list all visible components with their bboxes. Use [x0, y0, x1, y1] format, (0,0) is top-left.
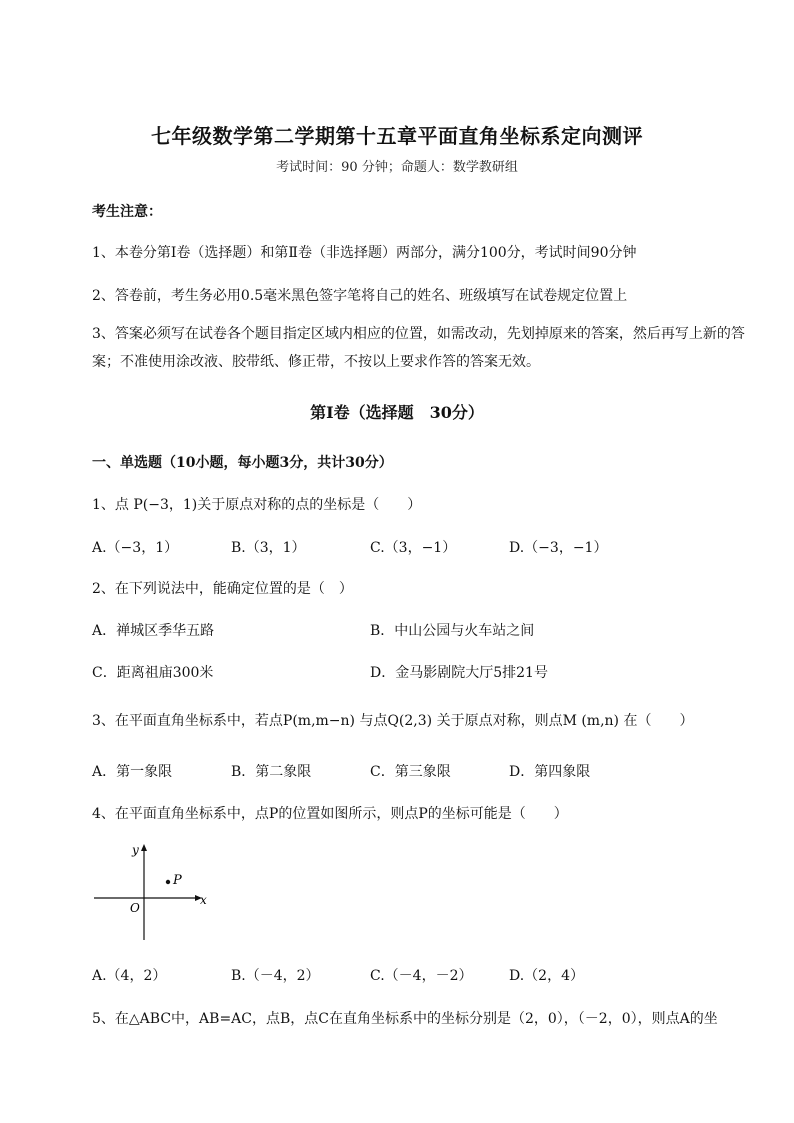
question-stem: 1、点 P(−3，1)关于原点对称的点的坐标是（ ） [92, 497, 422, 513]
y-axis-arrow [141, 844, 147, 851]
question-stem: 3、在平面直角坐标系中，若点P(m,m−n) 与点Q(2,3) 关于原点对称，则点M (m,n) 在（ ） [92, 713, 694, 729]
coordinate-figure [88, 838, 218, 944]
option-d[interactable]: D．金马影剧院大厅5排21号 [370, 665, 548, 681]
option-a[interactable]: A.（4，2） [92, 968, 167, 984]
point-p-label: P [173, 873, 182, 888]
option-b[interactable]: B．中山公园与火车站之间 [370, 623, 535, 639]
x-axis-label: x [200, 893, 207, 907]
y-axis-label: y [132, 843, 139, 857]
notice-item: 2、答卷前，考生务必用0.5毫米黑色签字笔将自己的姓名、班级填写在试卷规定位置上 [92, 288, 628, 304]
part-heading: 一、单选题（10小题，每小题3分，共计30分） [92, 455, 393, 471]
notice-heading: 考生注意： [92, 204, 162, 220]
option-a[interactable]: A.（−3，1） [92, 540, 179, 556]
origin-label: O [130, 901, 140, 915]
question-stem: 4、在平面直角坐标系中，点P的位置如图所示，则点P的坐标可能是（ ） [92, 806, 568, 822]
option-c[interactable]: C．距离祖庙300米 [92, 665, 214, 681]
option-b[interactable]: B.（－4，2） [231, 968, 320, 984]
point-p [166, 880, 170, 884]
page-title: 七年级数学第二学期第十五章平面直角坐标系定向测评 [151, 124, 643, 148]
option-c[interactable]: C．第三象限 [370, 764, 451, 780]
notice-item: 3、答案必须写在试卷各个题目指定区域内相应的位置，如需改动，先划掉原来的答案，然后再写上新的答案；不准使用涂改液、胶带纸、修正带，不按以上要求作答的答案无效。 [92, 326, 745, 370]
option-d[interactable]: D.（−3，−1） [509, 540, 608, 556]
notice-item: 1、本卷分第Ⅰ卷（选择题）和第Ⅱ卷（非选择题）两部分，满分100分，考试时间90分钟 [92, 245, 637, 261]
option-b[interactable]: B.（3，1） [231, 540, 306, 556]
question-stem: 2、在下列说法中，能确定位置的是（ ） [92, 581, 353, 597]
option-a[interactable]: A．第一象限 [92, 764, 173, 780]
option-a[interactable]: A．禅城区季华五路 [92, 623, 215, 639]
option-d[interactable]: D．第四象限 [509, 764, 591, 780]
exam-info: 考试时间：90 分钟；命题人：数学教研组 [276, 160, 518, 175]
option-b[interactable]: B．第二象限 [231, 764, 312, 780]
section-title: 第Ⅰ卷（选择题 30分） [310, 403, 484, 422]
option-c[interactable]: C.（3，−1） [370, 540, 457, 556]
option-d[interactable]: D.（2，4） [509, 968, 584, 984]
question-stem: 5、在△ABC中，AB=AC，点B，点C在直角坐标系中的坐标分别是（2，0），（－2，0），则点A的坐 [92, 1011, 718, 1027]
option-c[interactable]: C.（－4，－2） [370, 968, 473, 984]
